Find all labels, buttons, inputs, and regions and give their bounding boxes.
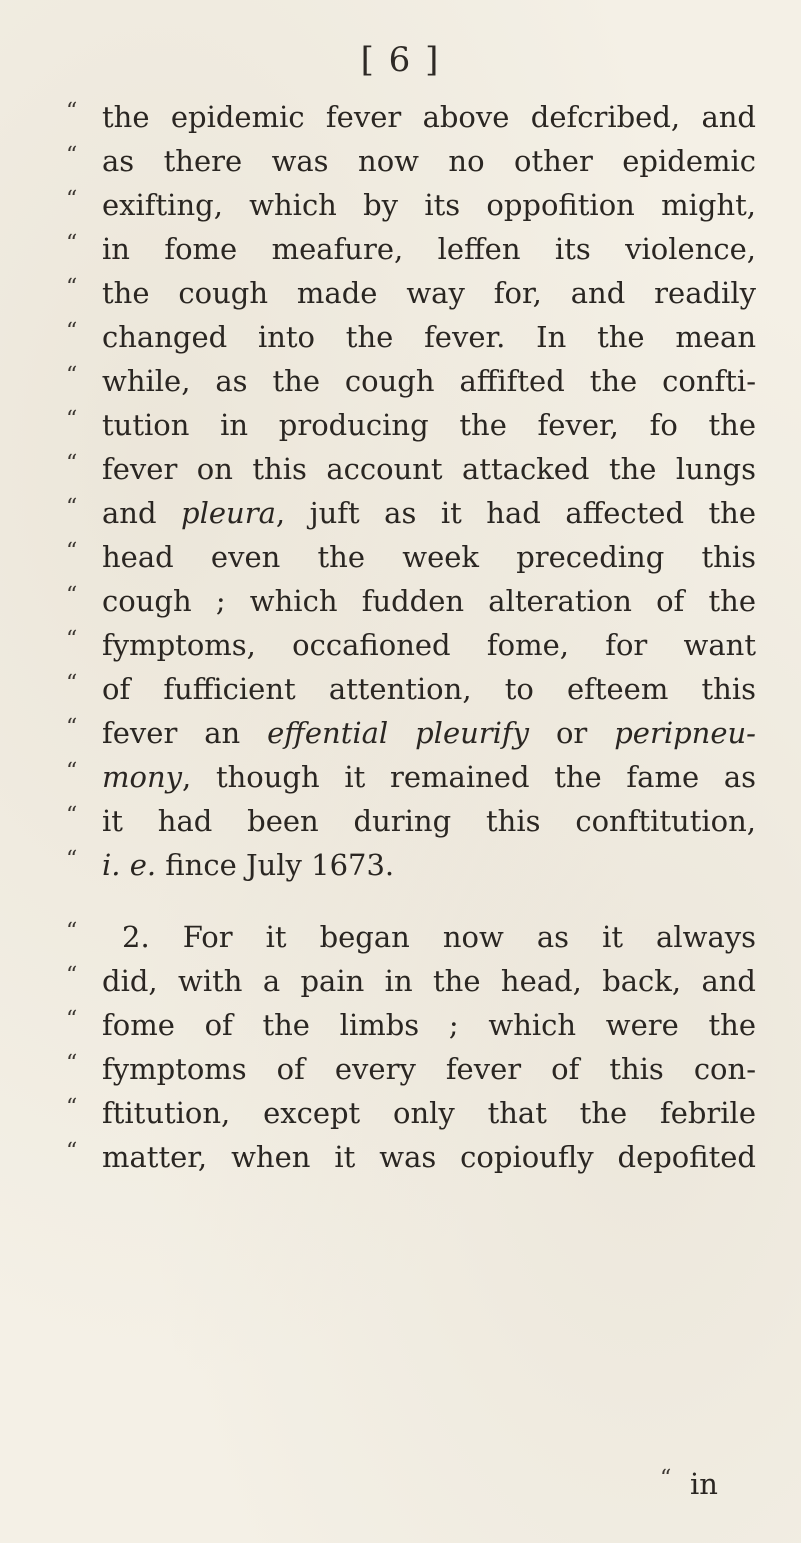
line-text: head even the week preceding this xyxy=(102,540,756,574)
text-line xyxy=(66,799,756,843)
quote-mark: “ xyxy=(66,847,78,872)
line-text: ftitution, except only that the febrile xyxy=(102,1096,756,1130)
text-line xyxy=(66,227,756,271)
text-line xyxy=(66,535,756,579)
text-line xyxy=(66,95,756,139)
text-line xyxy=(66,843,756,887)
text-line xyxy=(66,1003,756,1047)
quote-mark: “ xyxy=(66,1095,78,1120)
line-text: the epidemic fever above defcribed, and xyxy=(102,100,756,134)
line-text: mony, though it remained the fame as xyxy=(102,760,756,794)
text-line xyxy=(66,959,756,1003)
quote-mark: “ xyxy=(66,407,78,432)
quote-mark: “ xyxy=(660,1466,672,1491)
quote-mark: “ xyxy=(66,1007,78,1032)
text-line xyxy=(66,579,756,623)
quote-mark: “ xyxy=(66,1051,78,1076)
quote-mark: “ xyxy=(66,99,78,124)
line-text: exifting, which by its oppofition might, xyxy=(102,188,756,222)
line-text: in fome meafure, leffen its violence, xyxy=(102,232,756,266)
quote-mark: “ xyxy=(66,583,78,608)
text-line xyxy=(66,1047,756,1091)
line-text: the cough made way for, and readily xyxy=(102,276,756,310)
text-line xyxy=(66,139,756,183)
quote-mark: “ xyxy=(66,919,78,944)
quote-mark: “ xyxy=(66,231,78,256)
line-text: fever on this account attacked the lungs xyxy=(102,452,756,486)
line-text: fymptoms of every fever of this con- xyxy=(102,1052,756,1086)
line-text: cough ; which fudden alteration of the xyxy=(102,584,756,618)
quote-mark: “ xyxy=(66,495,78,520)
text-line xyxy=(66,1091,756,1135)
quote-mark: “ xyxy=(66,539,78,564)
text-line xyxy=(66,403,756,447)
text-line xyxy=(66,315,756,359)
text-line xyxy=(66,359,756,403)
quote-mark: “ xyxy=(66,803,78,828)
catchword xyxy=(660,1462,718,1506)
text-line xyxy=(66,623,756,667)
text-line xyxy=(66,271,756,315)
quote-mark: “ xyxy=(66,1139,78,1164)
quote-mark: “ xyxy=(66,143,78,168)
quote-mark: “ xyxy=(66,963,78,988)
text-line xyxy=(66,491,756,535)
text-line xyxy=(66,183,756,227)
line-text: did, with a pain in the head, back, and xyxy=(102,964,756,998)
line-text: tution in producing the fever, fo the xyxy=(102,408,756,442)
text-line xyxy=(66,447,756,491)
text-line xyxy=(66,755,756,799)
line-text: as there was now no other epidemic xyxy=(102,144,756,178)
catchword-text: in xyxy=(690,1467,718,1501)
line-text: fever an effential pleurify or peripneu- xyxy=(102,716,756,750)
line-text: i. e. fince July 1673. xyxy=(102,848,395,882)
line-text: of fufficient attention, to efteem this xyxy=(102,672,756,706)
quote-mark: “ xyxy=(66,759,78,784)
line-text: fome of the limbs ; which were the xyxy=(102,1008,756,1042)
quote-mark: “ xyxy=(66,275,78,300)
text-line xyxy=(66,711,756,755)
quote-mark: “ xyxy=(66,187,78,212)
line-text: 2. For it began now as it always xyxy=(122,920,756,954)
text-line xyxy=(66,667,756,711)
line-text: fymptoms, occafioned fome, for want xyxy=(102,628,756,662)
text-line xyxy=(66,1135,756,1179)
line-text: changed into the fever. In the mean xyxy=(102,320,756,354)
quote-mark: “ xyxy=(66,319,78,344)
quote-mark: “ xyxy=(66,363,78,388)
line-text: matter, when it was copioufly depofited xyxy=(102,1140,756,1174)
quote-mark: “ xyxy=(66,627,78,652)
line-text: and pleura, juft as it had affected the xyxy=(102,496,756,530)
line-text: while, as the cough affifted the confti- xyxy=(102,364,756,398)
quote-mark: “ xyxy=(66,671,78,696)
line-text: it had been during this conftitution, xyxy=(102,804,756,838)
quote-mark: “ xyxy=(66,715,78,740)
quote-mark: “ xyxy=(66,451,78,476)
text-line xyxy=(66,915,756,959)
page-number: [ 6 ] xyxy=(360,40,441,80)
